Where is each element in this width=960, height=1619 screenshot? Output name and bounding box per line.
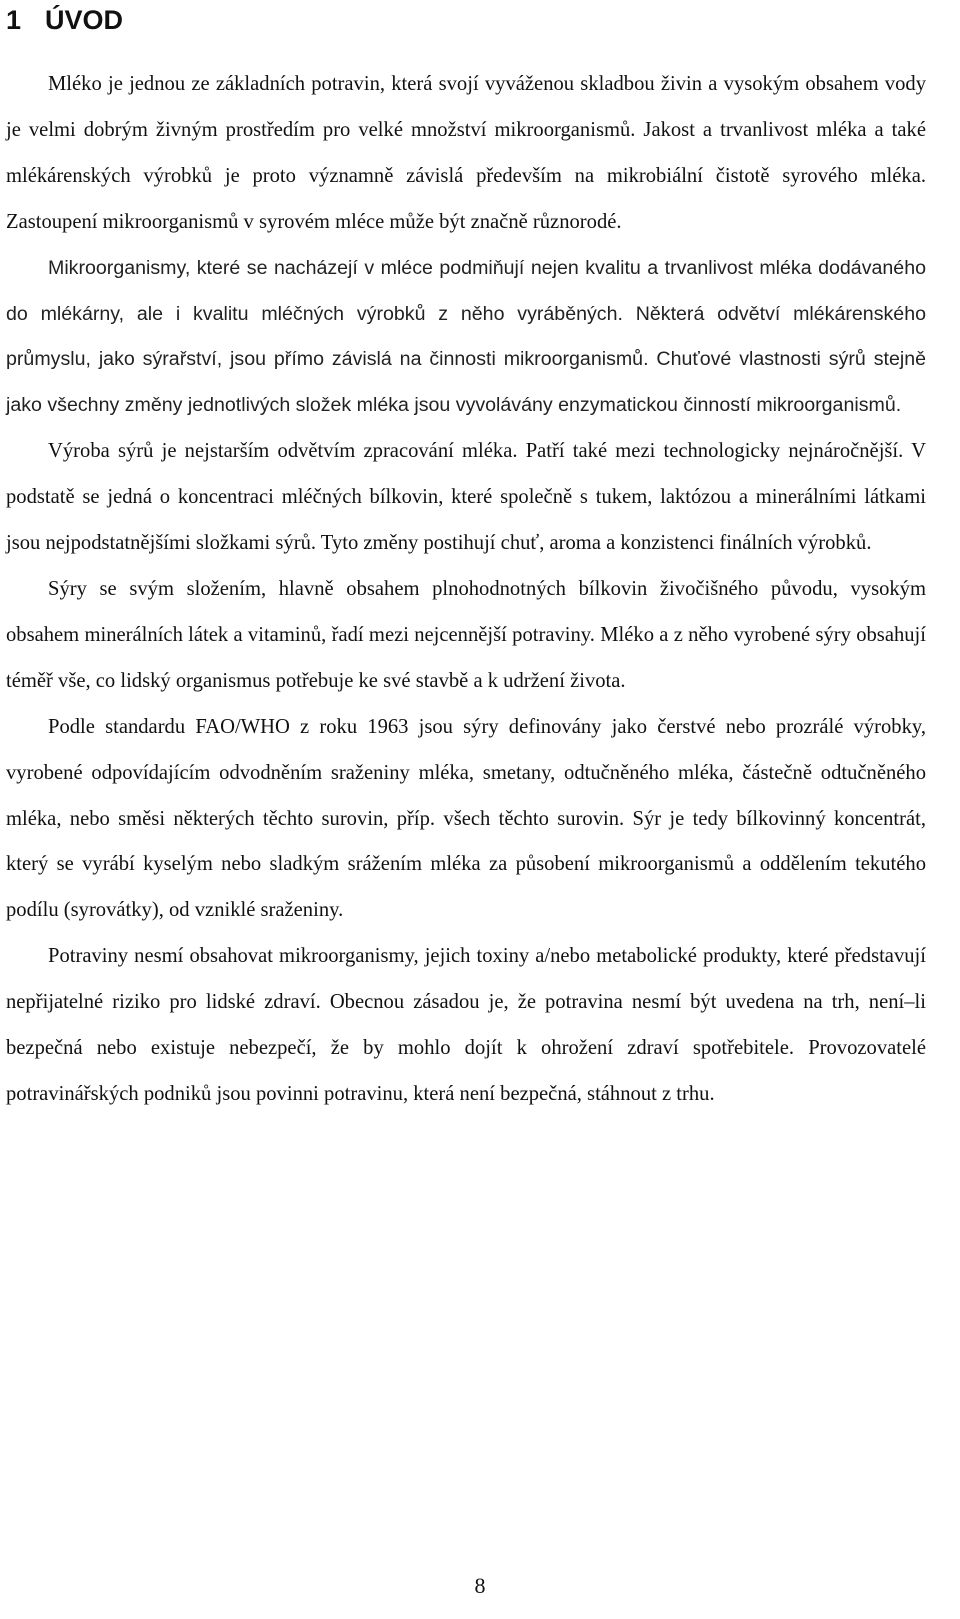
paragraph: Sýry se svým složením, hlavně obsahem plnohodnotných bílkovin živočišného původu, vysokým obsahem minerálních látek a vitaminů, řadí mezi nejcennější potraviny. Mléko a z něho vyrobené sýry obsahují téměř vše, co lidský organismus potřebuje ke své stavbě a k udržení života. <box>6 577 926 692</box>
paragraph: Výroba sýrů je nejstarším odvětvím zpracování mléka. Patří také mezi technologicky nejnáročnější. V podstatě se jedná o koncentraci mléčných bílkovin, které společně s tukem, laktózou a minerálními látkami jsou nejpodstatnějšími složkami sýrů. Tyto změny postihují chuť, aroma a konzistenci finálních výrobků. <box>6 440 926 555</box>
document-body <box>6 62 926 1118</box>
page-number: 8 <box>474 1573 486 1598</box>
paragraph: Potraviny nesmí obsahovat mikroorganismy, jejich toxiny a/nebo metabolické produkty, které představují nepřijatelné riziko pro lidské zdraví. Obecnou zásadou je, že potravina nesmí být uvedena na trh, není–li bezpečná nebo existuje nebezpečí, že by mohlo dojít k ohrožení zdraví spotřebitele. Provozovatelé potravinářských podniků jsou povinni potravinu, která není bezpečná, stáhnout z trhu. <box>6 945 926 1105</box>
paragraph: Podle standardu FAO/WHO z roku 1963 jsou sýry definovány jako čerstvé nebo prozrálé výrobky, vyrobené odpovídajícím odvodněním sraženiny mléka, smetany, odtučněného mléka, částečně odtučněného mléka, nebo směsi některých těchto surovin, příp. všech těchto surovin. Sýr je tedy bílkovinný koncentrát, který se vyrábí kyselým nebo sladkým srážením mléka za působení mikroorganismů a oddělením tekutého podílu (syrovátky), od vzniklé sraženiny. <box>6 715 926 922</box>
section-number: 1 <box>6 5 22 35</box>
paragraph: Mléko je jednou ze základních potravin, která svojí vyváženou skladbou živin a vysokým obsahem vody je velmi dobrým živným prostředím pro velké množství mikroorganismů. Jakost a trvanlivost mléka a také mlékárenských výrobků je proto významně závislá především na mikrobiální čistotě syrového mléka. Zastoupení mikroorganismů v syrovém mléce může být značně různorodé. <box>6 73 926 233</box>
section-title: ÚVOD <box>45 5 124 35</box>
paragraph: Mikroorganismy, které se nacházejí v mléce podmiňují nejen kvalitu a trvanlivost mléka dodávaného do mlékárny, ale i kvalitu mléčných výrobků z něho vyráběných. Některá odvětví mlékárenského průmyslu, jako sýrařství, jsou přímo závislá na činnosti mikroorganismů. Chuťové vlastnosti sýrů stejně jako všechny změny jednotlivých složek mléka jsou vyvolávány enzymatickou činností mikroorganismů. <box>6 256 926 417</box>
section-heading <box>6 0 123 40</box>
